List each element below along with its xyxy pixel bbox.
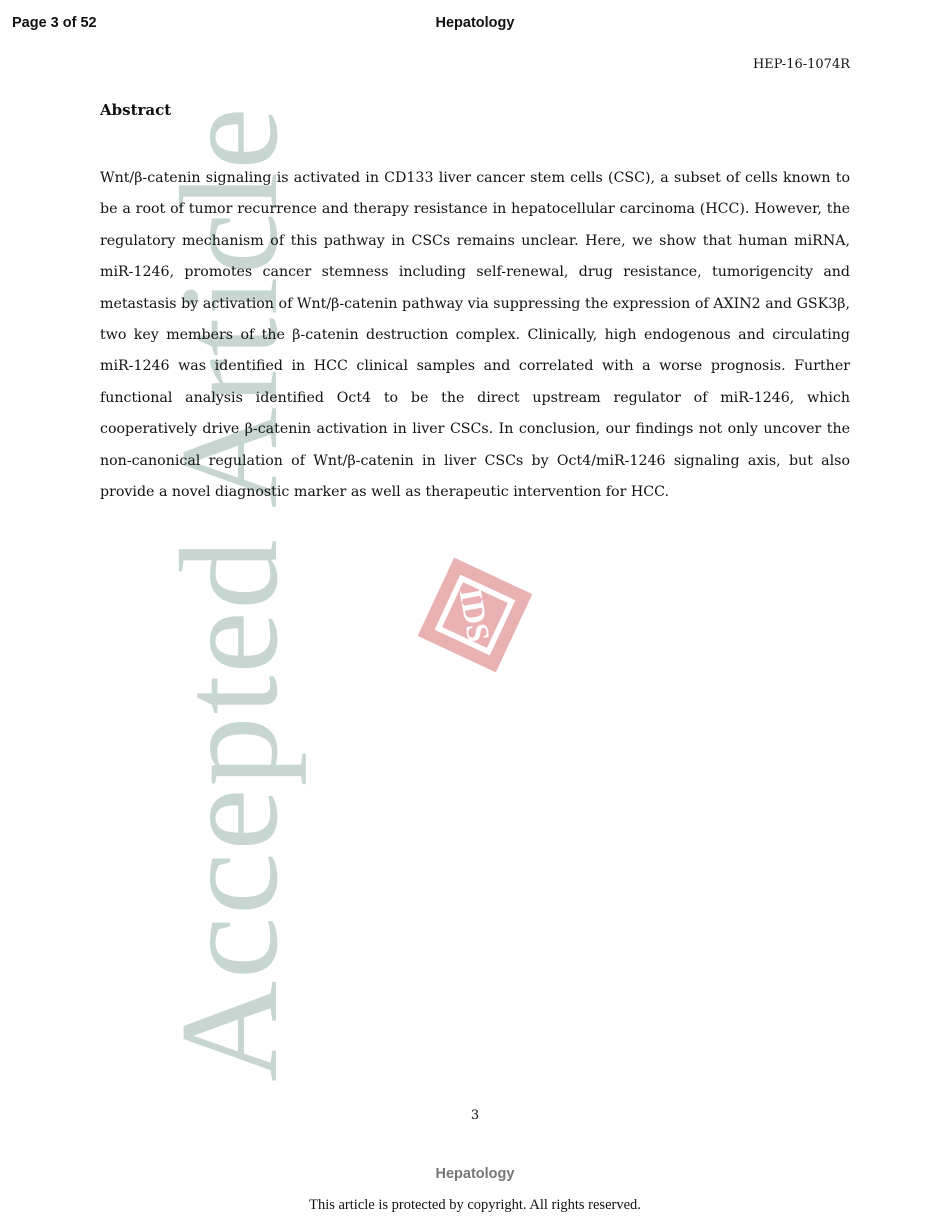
page-number: 3 (470, 1108, 480, 1123)
header-journal-title: Hepatology (435, 15, 515, 31)
abstract-body: Wnt/β-catenin signaling is activated in CD133 liver cancer stem cells (CSC), a subset of cells known to be a root of tumor recurrence and therapy resistance in hepatocellular carcinoma (HCC). However, the regulatory mechanism of this pathway in CSCs remains unclear. Here, we show that human miRNA, miR-1246, promotes cancer stemness including self-renewal, drug resistance, tumorigencity and metastasis by activation of Wnt/β-catenin pathway via suppressing the expression of AXIN2 and GSK3β, two key members of the β-catenin destruction complex. Clinically, high endogenous and circulating miR-1246 was identified in HCC clinical samples and correlated with a worse prognosis. Further functional analysis identified Oct4 to be the direct upstream regulator of miR-1246, which cooperatively drive β-catenin activation in liver CSCs. In conclusion, our findings not only uncover the non-canonical regulation of Wnt/β-catenin in liver CSCs by Oct4/miR-1246 signaling axis, but also provide a novel diagnostic marker as well as therapeutic intervention for HCC. (100, 170, 850, 501)
publisher-logo-text: IDS (452, 585, 498, 645)
publisher-logo-icon (410, 550, 540, 680)
footer-journal-title: Hepatology (435, 1166, 515, 1182)
page-label: Page 3 of 52 (12, 15, 97, 31)
accepted-article-watermark: Accepted Article (152, 105, 307, 1082)
manuscript-id: HEP-16-1074R (752, 57, 850, 72)
abstract-heading: Abstract (100, 101, 172, 119)
copyright-notice: This article is protected by copyright. All rights reserved. (309, 1197, 641, 1213)
